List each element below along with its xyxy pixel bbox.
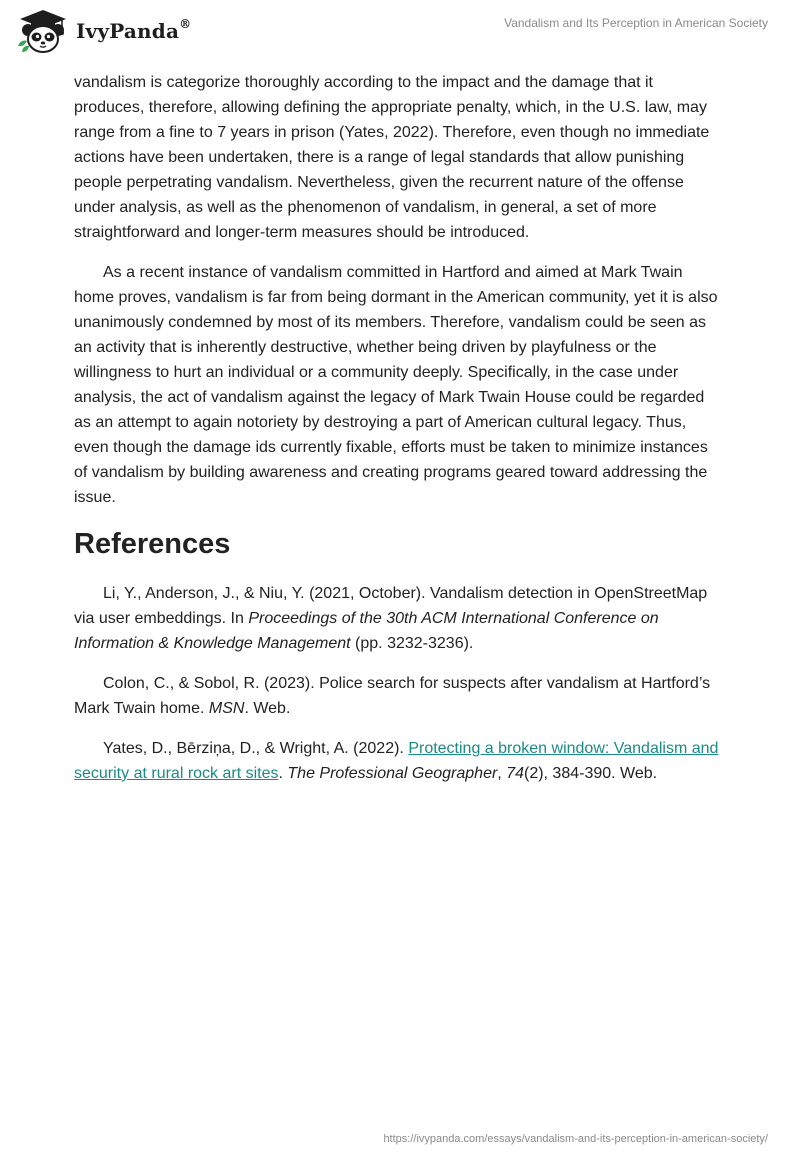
footer-url: https://ivypanda.com/essays/vandalism-and-its-perception-in-american-society/ (383, 1133, 768, 1145)
references-heading: References (74, 528, 231, 560)
reference-volume: 74 (506, 765, 524, 782)
panda-graduate-icon (14, 8, 72, 54)
reference-item-2: Colon, C., & Sobol, R. (2023). Police search for suspects after vandalism at Hartford’s Mark Twain home. MSN. Web. (74, 675, 711, 717)
reference-source: MSN (208, 700, 245, 717)
page-header (0, 0, 800, 62)
brand-name: IvyPanda® (76, 17, 192, 43)
essay-content (74, 70, 724, 801)
reference-journal: The Professional Geographer (287, 765, 498, 782)
body-paragraph-2: As a recent instance of vandalism committed in Hartford and aimed at Mark Twain home proves, vandalism is far from being dormant in the American community, yet it is also unanimously condemned by most of its members. Therefore, vandalism could be seen as an activity that is inherently destructive, whether being driven by playfulness or the willingness to hurt an individual or a community deeply. Specifically, in the case under analysis, the act of vandalism against the legacy of Mark Twain House could be regarded as an attempt to again notoriety by destroying a part of American cultural legacy. Thus, even though the damage ids currently fixable, efforts must be taken to minimize instances of vandalism by building awareness and creating programs geared toward addressing the issue. (74, 264, 718, 506)
ivypanda-logo[interactable] (14, 8, 191, 54)
document-title: Vandalism and Its Perception in American Society (504, 16, 768, 30)
body-paragraph-1: vandalism is categorize thoroughly according to the impact and the damage that it produces, therefore, allowing defining the appropriate penalty, which, in the U.S. law, may range from a fine to 7 years in prison (Yates, 2022). Therefore, even though no immediate actions have been undertaken, there is a range of legal standards that allow punishing people perpetrating vandalism. Nevertheless, given the recurrent nature of the offense under analysis, as well as the phenomenon of vandalism, in general, a set of more straightforward and longer-term measures should be introduced. (74, 74, 710, 241)
reference-item-3: Yates, D., Bērziņa, D., & Wright, A. (2022). Protecting a broken window: Vandalism and security at rural rock art sites. The Professional Geographer, 74(2), 384-390. Web. (74, 740, 719, 782)
reference-link[interactable]: Protecting a broken window: Vandalism and security at rural rock art sites (74, 740, 719, 782)
reference-item-1: Li, Y., Anderson, J., & Niu, Y. (2021, October). Vandalism detection in OpenStreetMap via user embeddings. In Proceedings of the 30th ACM International Conference on Information & Knowledge Management (pp. 3232-3236). (74, 585, 708, 652)
reference-source: Proceedings of the 30th ACM International Conference on Information & Knowledge Management (74, 610, 659, 652)
